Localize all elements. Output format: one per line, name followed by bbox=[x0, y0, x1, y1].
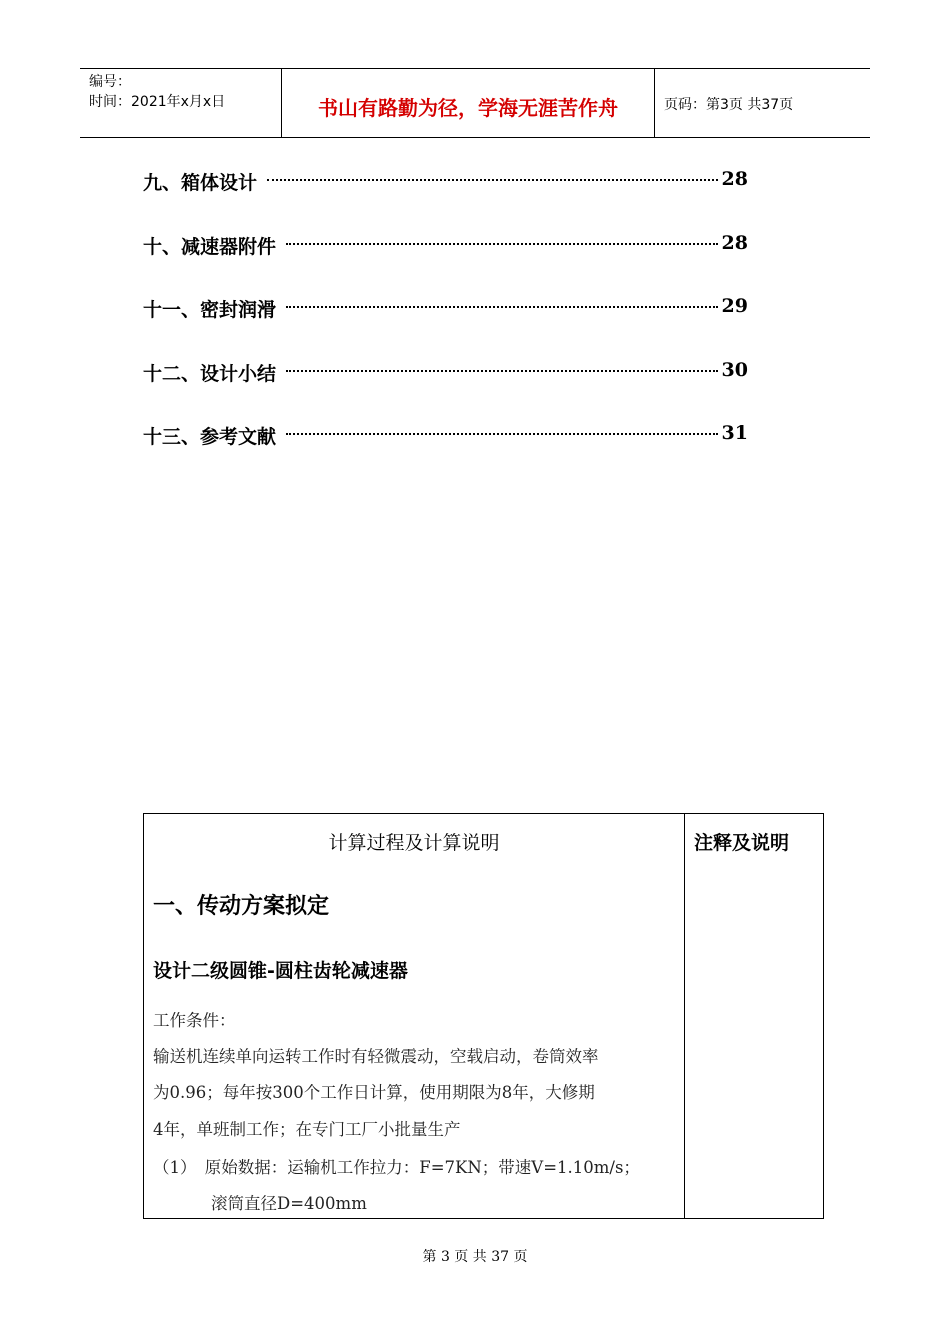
calculation-column-title: 计算过程及计算说明 bbox=[328, 832, 500, 854]
body-line: 滚筒直径D=400mm bbox=[211, 1194, 367, 1213]
section-subtitle: 设计二级圆锥-圆柱齿轮减速器 bbox=[153, 960, 408, 982]
body-line: 工作条件： bbox=[153, 1011, 236, 1030]
header-page-indicator: 页码：第3页 共37页 bbox=[664, 97, 794, 113]
calculation-table bbox=[143, 813, 824, 1219]
toc-entry-page: 30 bbox=[721, 358, 748, 381]
toc-entry-page: 28 bbox=[721, 168, 748, 190]
header-pager-cell bbox=[654, 69, 870, 137]
toc-entry-title: 十二、设计小结 bbox=[143, 362, 277, 385]
toc-entry-title: 九、箱体设计 bbox=[143, 172, 258, 194]
toc-entry[interactable] bbox=[143, 295, 748, 359]
header-meta-cell bbox=[80, 69, 281, 137]
toc-leader-dots bbox=[286, 359, 718, 372]
body-line: 为0.96；每年按300个工作日计算，使用期限为8年，大修期 bbox=[153, 1083, 595, 1102]
column-divider bbox=[684, 814, 685, 1218]
body-line: 4年，单班制工作；在专门工厂小批量生产 bbox=[153, 1120, 461, 1139]
notes-column-title: 注释及说明 bbox=[694, 832, 790, 854]
body-line: （1） 原始数据：运输机工作拉力：F=7KN；带速V=1.10m/s； bbox=[153, 1158, 640, 1177]
page-header bbox=[80, 68, 870, 138]
time-label: 时间：2021年x月x日 bbox=[89, 94, 226, 110]
toc-entry-title: 十、减速器附件 bbox=[143, 235, 277, 258]
toc-entry-page: 29 bbox=[721, 295, 748, 317]
toc-leader-dots bbox=[286, 422, 718, 435]
toc-entry-title: 十一、密封润滑 bbox=[143, 299, 277, 321]
header-motto: 书山有路勤为径，学海无涯苦作舟 bbox=[318, 96, 618, 120]
toc-entry[interactable] bbox=[143, 232, 748, 296]
toc-leader-dots bbox=[286, 232, 718, 245]
toc-entry[interactable] bbox=[143, 359, 748, 423]
toc-leader-dots bbox=[267, 168, 718, 181]
section-title: 一、传动方案拟定 bbox=[153, 894, 330, 919]
serial-number-label: 编号： bbox=[89, 74, 131, 90]
toc-entry-title: 十三、参考文献 bbox=[143, 426, 277, 448]
toc-entry-page: 28 bbox=[721, 231, 748, 254]
toc-entry-page: 31 bbox=[721, 422, 748, 444]
toc-entry[interactable] bbox=[143, 422, 748, 486]
body-line: 输送机连续单向运转工作时有轻微震动，空载启动，卷筒效率 bbox=[153, 1047, 599, 1066]
toc-entry[interactable] bbox=[143, 168, 748, 232]
page-footer: 第 3 页 共 37 页 bbox=[422, 1249, 528, 1265]
toc-leader-dots bbox=[286, 295, 718, 308]
table-of-contents bbox=[143, 168, 748, 486]
header-motto-cell bbox=[281, 69, 655, 137]
